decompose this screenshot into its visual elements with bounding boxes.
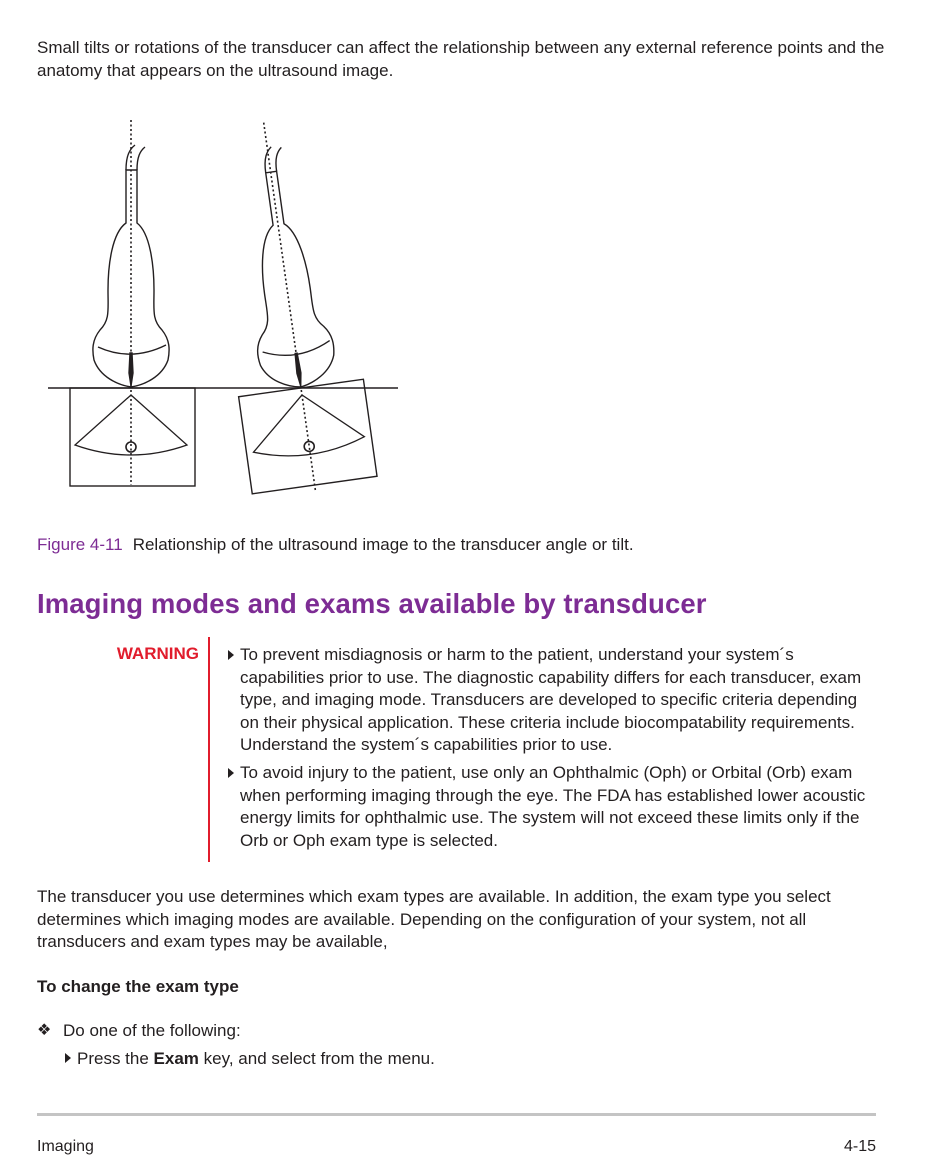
transducer-tip — [129, 353, 133, 386]
body-paragraph: The transducer you use determines which exam types are available. In addition, the exam type you select determines which imaging modes are available. Depending on the configuration of your system, not all transducers and exam types may be available, — [37, 887, 831, 951]
upright-transducer-diagram — [70, 120, 195, 486]
procedure-title: To change the exam type — [37, 977, 239, 996]
warning-item-2: To avoid injury to the patient, use only an Ophthalmic (Oph) or Orbital (Orb) exam when performing imaging through the eye. The FDA has established lower acoustic energy limits for ophthalmic use. The system will not exceed these limits only if the Orb or Oph exam type is selected. — [240, 763, 866, 850]
substep-text-before: Press the — [77, 1049, 154, 1068]
warning-item-1: To prevent misdiagnosis or harm to the patient, understand your system´s capabilities prior to use. The diagnostic capability differs for each transducer, exam type, and imaging mode. Transducers are developed to specific criteria depending on their physical application. These criteria include biocompatability requirements. Understand the system´s capabilities prior to use. — [240, 645, 862, 754]
footer-section: Imaging — [37, 1138, 94, 1155]
transducer-cable — [126, 145, 145, 170]
figure-caption — [37, 534, 634, 557]
bullet-arrow-icon — [228, 768, 234, 778]
figure-number: Figure 4-11 — [37, 535, 123, 554]
warning-label: WARNING — [116, 644, 199, 663]
figure-caption-text: Relationship of the ultrasound image to the transducer angle or tilt. — [132, 535, 634, 554]
bullet-arrow-icon — [228, 650, 234, 660]
tilted-target-circle — [304, 441, 315, 452]
warning-rule — [208, 637, 210, 862]
image-frame — [70, 388, 195, 486]
exam-key-label: Exam — [153, 1049, 199, 1068]
procedure-substep — [77, 1048, 435, 1071]
bullet-arrow-icon — [65, 1053, 71, 1063]
procedure-step: Do one of the following: — [63, 1021, 241, 1040]
intro-paragraph: Small tilts or rotations of the transducer can affect the relationship between any external reference points and the anatomy that appears on the ultrasound image. — [37, 38, 885, 80]
section-heading: Imaging modes and exams available by transducer — [37, 588, 707, 619]
tilted-transducer-diagram — [201, 115, 378, 501]
step-diamond-icon: ❖ — [37, 1022, 52, 1039]
footer-page-number: 4-15 — [843, 1138, 876, 1155]
substep-text-after: key, and select from the menu. — [198, 1049, 435, 1068]
tilted-reference-line — [264, 123, 316, 492]
transducer-tilt-figure — [40, 115, 410, 505]
footer-rule — [37, 1113, 876, 1116]
